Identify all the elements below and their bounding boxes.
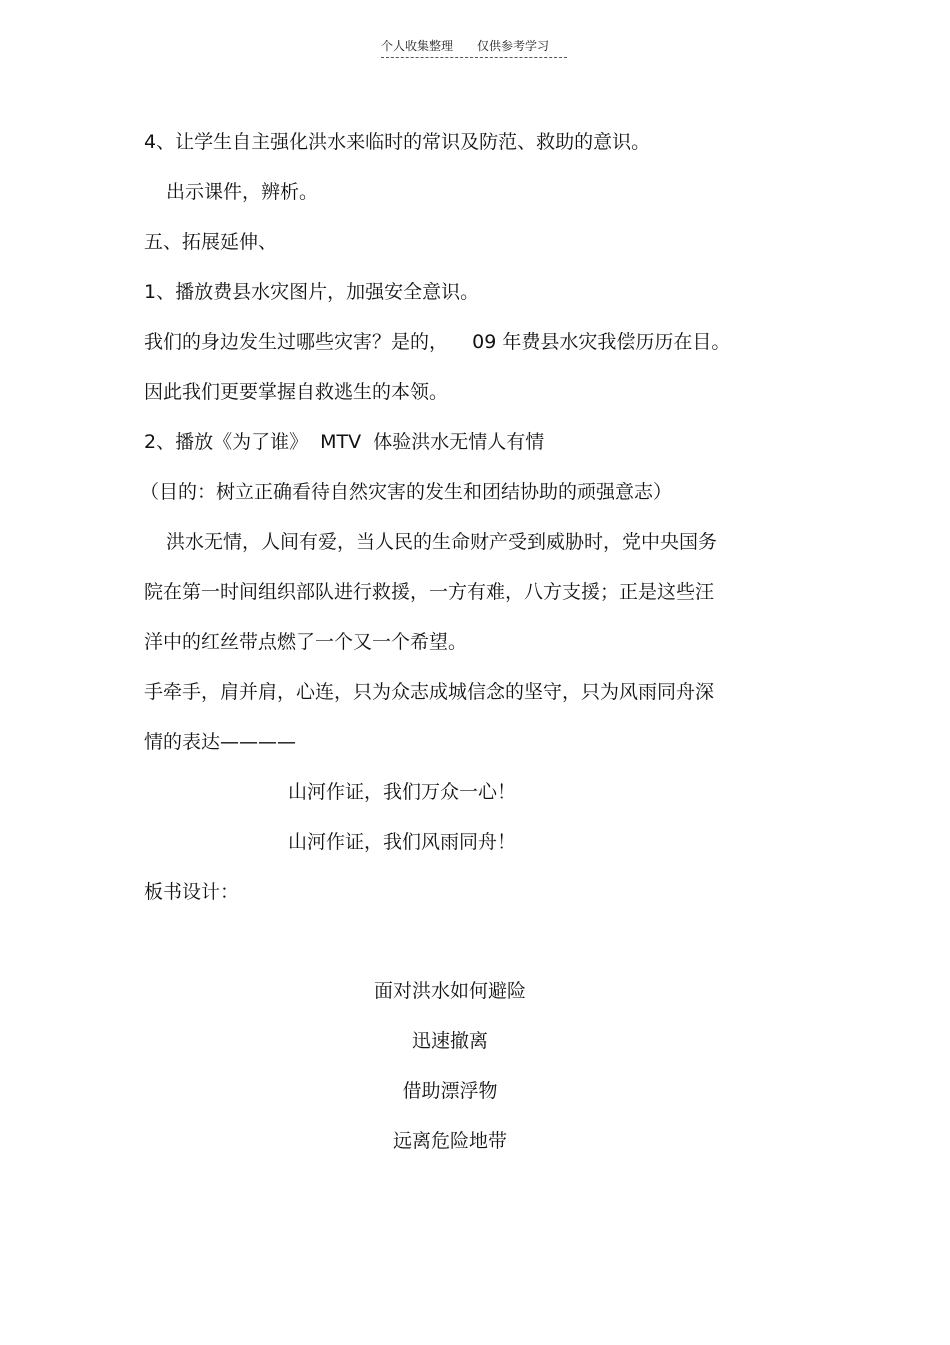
board-item: 迅速撤离 xyxy=(411,1030,488,1052)
paragraph-line: 院在第一时间组织部队进行救援，一方有难，八方支援；正是这些汪 xyxy=(144,581,715,603)
paragraph-line: 2、播放《为了谁》 MTV 体验洪水无情人有情 xyxy=(144,431,545,453)
paragraph-line: 情的表达———— xyxy=(144,731,297,753)
paragraph-line: 手牵手，肩并肩，心连，只为众志成城信念的坚守，只为风雨同舟深 xyxy=(144,681,715,703)
paragraph-line: （目的：树立正确看待自然灾害的发生和团结协助的顽强意志） xyxy=(140,481,673,503)
header-right-text: 仅供参考学习 xyxy=(477,39,550,53)
page-header xyxy=(381,38,567,58)
paragraph-line: 洪水无情，人间有爱，当人民的生命财产受到威胁时，党中央国务 xyxy=(166,531,718,553)
paragraph-line: 因此我们更要掌握自救逃生的本领。 xyxy=(144,381,449,403)
paragraph-line: 出示课件，辨析。 xyxy=(166,181,319,203)
board-design-heading: 板书设计： xyxy=(144,881,240,903)
header-left-text: 个人收集整理 xyxy=(381,39,454,53)
paragraph-line: 洋中的红丝带点燃了一个又一个希望。 xyxy=(144,631,468,653)
board-title: 面对洪水如何避险 xyxy=(373,980,526,1002)
paragraph-line: 我们的身边发生过哪些灾害？是的， 09 年费县水灾我偿历历在目。 xyxy=(144,331,731,353)
section-heading: 五、拓展延伸、 xyxy=(144,231,278,253)
board-item: 远离危险地带 xyxy=(392,1130,507,1152)
board-item: 借助漂浮物 xyxy=(402,1080,498,1102)
paragraph-line: 1、播放费县水灾图片，加强安全意识。 xyxy=(144,281,480,303)
paragraph-line: 4、让学生自主强化洪水来临时的常识及防范、救助的意识。 xyxy=(144,131,651,153)
verse-line: 山河作证，我们风雨同舟！ xyxy=(288,831,517,853)
verse-line: 山河作证，我们万众一心！ xyxy=(288,781,517,803)
